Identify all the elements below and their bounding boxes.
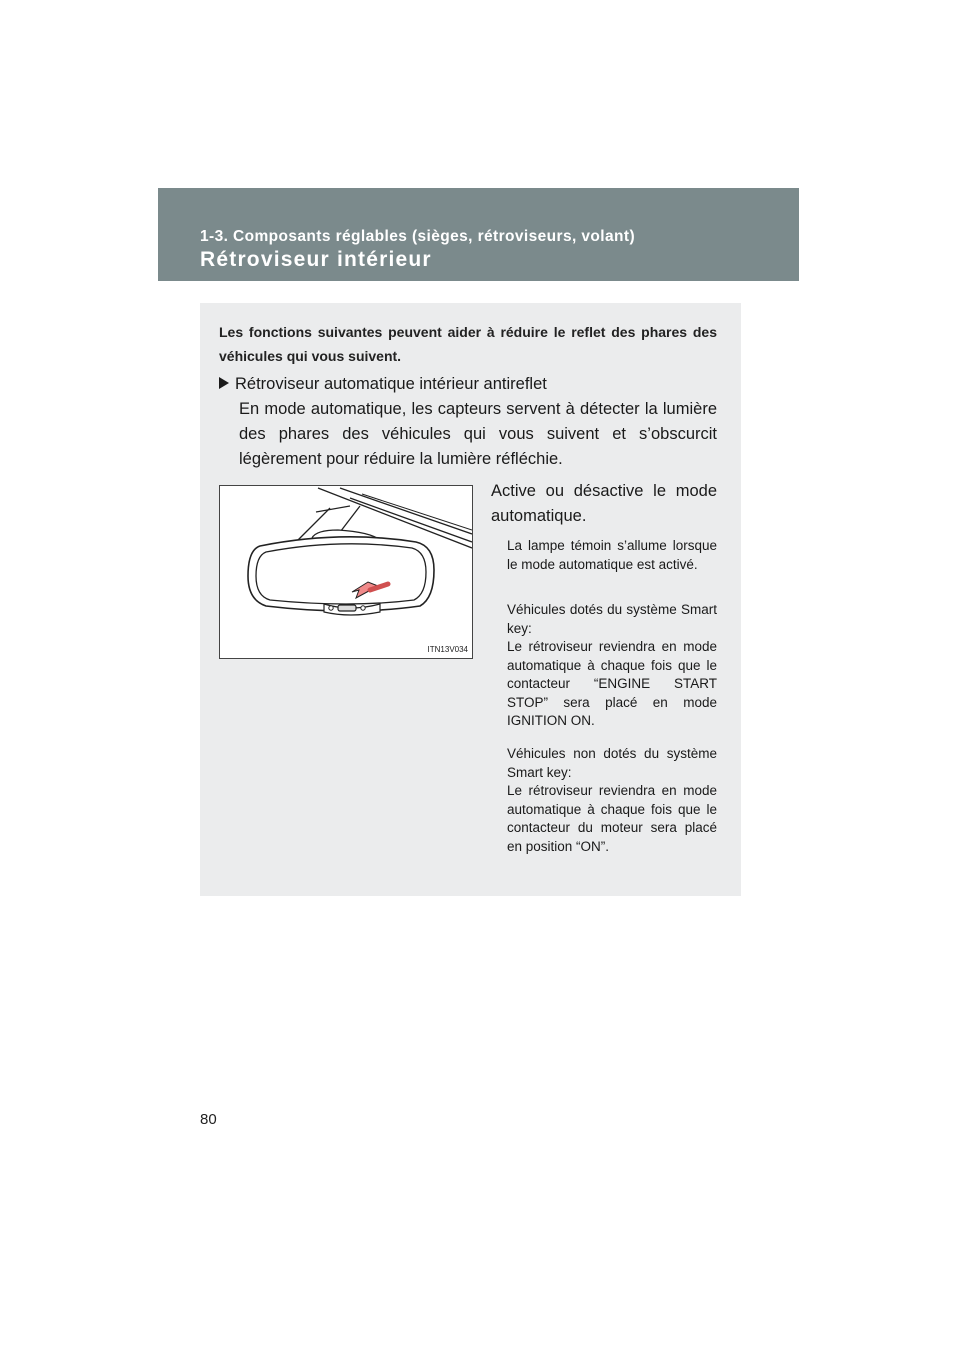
feature-title-text: Rétroviseur automatique intérieur antireflet: [235, 375, 547, 393]
triangle-bullet-icon: [219, 377, 229, 389]
content-box: [200, 303, 741, 896]
note-smart-key-text: Le rétroviseur reviendra en mode automatique à chaque fois que le contacteur “ENGINE START STOP” sera placé en mode IGNITION ON.: [507, 639, 717, 728]
note-no-smart-key-text: Le rétroviseur reviendra en mode automatique à chaque fois que le contacteur du moteur sera placé en position “ON”.: [507, 783, 717, 854]
note-smart-key: [507, 601, 717, 731]
page-title: Rétroviseur intérieur: [200, 248, 432, 271]
feature-description: En mode automatique, les capteurs servent à détecter la lumière des phares des véhicules qui vous suivent et s’obscurcit légèrement pour réduire la lumière réfléchie.: [239, 400, 717, 468]
section-title: 1-3. Composants réglables (sièges, rétroviseurs, volant): [200, 228, 636, 245]
note-smart-key-heading: Véhicules dotés du système Smart key:: [507, 602, 717, 636]
note-no-smart-key-heading: Véhicules non dotés du système Smart key:: [507, 746, 717, 780]
function-description: Active ou désactive le mode automatique.: [491, 482, 717, 525]
feature-title: [219, 373, 719, 395]
figure-code: ITN13V034: [427, 645, 468, 654]
note-indicator: La lampe témoin s’allume lorsque le mode automatique est activé.: [507, 538, 717, 572]
page-number: 80: [200, 1111, 217, 1128]
mirror-illustration: [219, 485, 473, 659]
intro-text: Les fonctions suivantes peuvent aider à réduire le reflet des phares des véhicules qui vous suivent.: [219, 324, 717, 364]
rearview-mirror-icon: [220, 486, 472, 658]
note-no-smart-key: [507, 745, 717, 856]
section-header: [158, 188, 799, 281]
